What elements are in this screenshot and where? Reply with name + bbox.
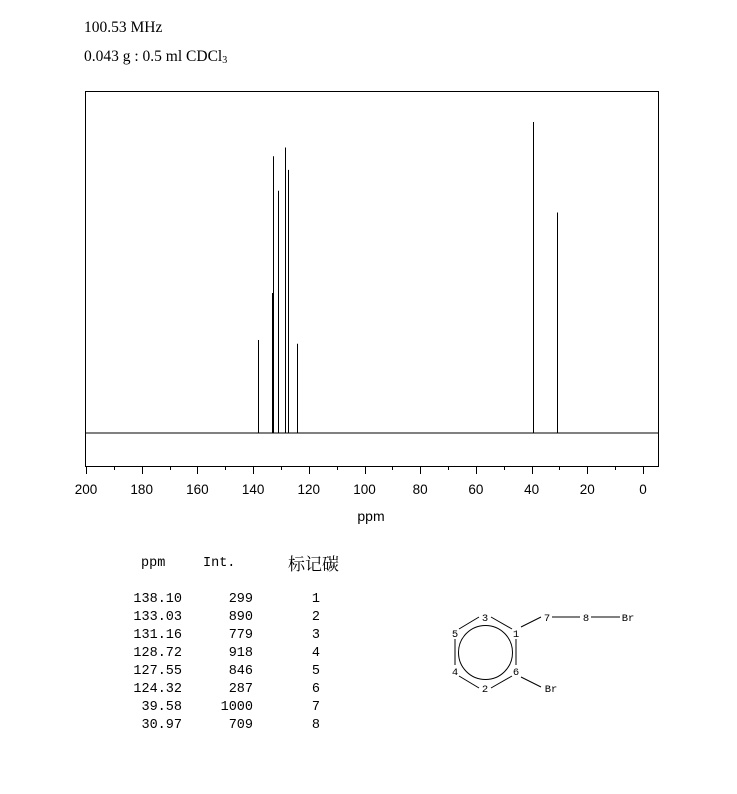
tick-label-60: 60	[468, 482, 484, 497]
cell-ppm: 127.55	[133, 664, 182, 679]
cell-int: 709	[228, 718, 253, 733]
tick-label-140: 140	[241, 482, 265, 497]
cell-ppm: 124.32	[133, 682, 182, 697]
cell-ppm: 138.10	[133, 592, 182, 607]
atom-label-br-top: Br	[621, 613, 635, 625]
x-axis-label: ppm	[357, 508, 385, 524]
column-header-int: Int.	[203, 556, 236, 571]
cell-ppm: 39.58	[141, 700, 182, 715]
spectrometer-frequency: 100.53 MHz	[84, 19, 163, 36]
tick-label-80: 80	[412, 482, 428, 497]
cell-label: 6	[311, 682, 320, 697]
tick-label-160: 160	[186, 482, 209, 497]
cell-int: 779	[228, 628, 253, 643]
cell-label: 5	[311, 664, 320, 679]
cell-int: 287	[228, 682, 253, 697]
tick-label-40: 40	[524, 482, 540, 497]
atom-label-2: 2	[481, 684, 489, 696]
cell-ppm: 133.03	[133, 610, 182, 625]
cell-ppm: 128.72	[133, 646, 182, 661]
bond-1-7	[521, 617, 541, 627]
column-header-carbon-label: 标记碳	[288, 555, 339, 575]
atom-label-5: 5	[451, 629, 459, 641]
cell-int: 846	[228, 664, 253, 679]
cell-ppm: 30.97	[141, 718, 182, 733]
atom-label-6: 6	[512, 667, 520, 679]
tick-label-20: 20	[579, 482, 595, 497]
aromatic-ring	[459, 626, 513, 680]
column-header-ppm: ppm	[141, 556, 166, 571]
cell-label: 4	[311, 646, 320, 661]
cell-label: 1	[311, 592, 320, 607]
cell-label: 2	[311, 610, 320, 625]
cell-label: 3	[311, 628, 320, 643]
tick-label-100: 100	[353, 482, 376, 497]
cell-int: 299	[228, 592, 253, 607]
sample-subscript: 3	[222, 55, 228, 66]
tick-label-200: 200	[74, 482, 98, 497]
atom-label-8: 8	[582, 613, 590, 625]
cell-label: 7	[311, 700, 320, 715]
atom-label-br-bottom: Br	[544, 684, 558, 696]
bond-6-br	[521, 677, 541, 687]
cell-int: 918	[228, 646, 253, 661]
atom-label-3: 3	[481, 613, 489, 625]
tick-label-120: 120	[297, 482, 321, 497]
sample-text: 0.043 g : 0.5 ml CDCl	[84, 48, 223, 65]
cell-label: 8	[311, 718, 320, 733]
tick-label-0: 0	[639, 482, 647, 497]
tick-label-180: 180	[130, 482, 153, 497]
cell-ppm: 131.16	[133, 628, 182, 643]
cell-int: 1000	[220, 700, 253, 715]
cell-int: 890	[228, 610, 253, 625]
atom-label-4: 4	[451, 667, 459, 679]
atom-label-1: 1	[512, 629, 520, 641]
atom-label-7: 7	[543, 613, 551, 625]
